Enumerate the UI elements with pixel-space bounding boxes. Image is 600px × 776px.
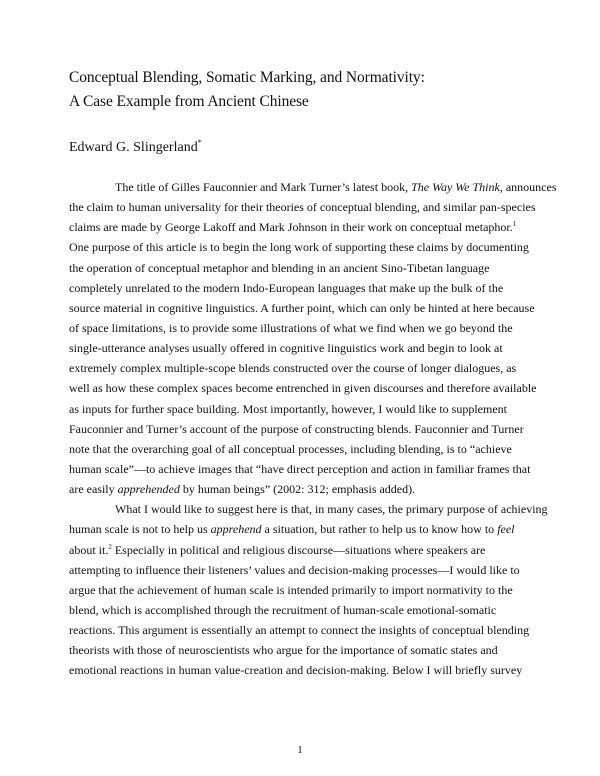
text-line: human scale”—to achieve images that “have direct perception and action in familiar frames that: [69, 461, 531, 476]
text-line: The title of Gilles Fauconnier and Mark Turner’s latest book, The Way We Think, announces: [115, 180, 557, 194]
text-line: human scale is not to help us apprehend a situation, but rather to help us to know how to feel: [69, 522, 515, 537]
text-line: reactions. This argument is essentially an attempt to connect the insights of conceptual blending: [69, 623, 530, 638]
text-line: about it.$^2$ Especially in political and religious discourse—situations where speakers are: [69, 542, 486, 557]
text-line: the operation of conceptual metaphor and blending in an ancient Sino-Tibetan language: [69, 260, 490, 275]
text-line: extremely complex multiple-scope blends constructed over the course of longer dialogues, as: [69, 361, 517, 376]
text-line: argue that the achievement of human scale is intended primarily to import normativity to the: [69, 582, 513, 597]
footnote-ref-2[interactable]: 2: [108, 542, 112, 551]
text-line: single-utterance analyses usually offered in cognitive linguistics work and begin to look at: [69, 341, 503, 356]
text-line: completely unrelated to the modern Indo-European languages that make up the bulk of the: [69, 280, 504, 295]
text-line: blend, which is accomplished through the recruitment of human-scale emotional-somatic: [69, 602, 497, 617]
text-line: well as how these complex spaces become entrenched in given discourses and therefore available: [69, 381, 537, 396]
text-line: What I would like to suggest here is that, in many cases, the primary purpose of achieving: [115, 502, 548, 517]
text-line: Fauconnier and Turner’s account of the purpose of constructing blends. Fauconnier and Turner: [69, 421, 524, 436]
text-line: are easily apprehended by human beings” (2002: 312; emphasis added).: [69, 482, 416, 497]
text-line: One purpose of this article is to begin the long work of supporting these claims by documenting: [69, 240, 529, 255]
text-line: claims are made by George Lakoff and Mark Johnson in their work on conceptual metaphor.$^1$: [69, 220, 517, 235]
author-name: Edward G. Slingerland: [69, 140, 198, 155]
title-line-2: A Case Example from Ancient Chinese: [69, 93, 309, 110]
paper-title: [69, 66, 539, 114]
title-line-1: Conceptual Blending, Somatic Marking, and Normativity:: [69, 69, 425, 86]
text-line: emotional reactions in human value-creation and decision-making. Below I will briefly survey: [69, 663, 523, 678]
text-line: attempting to influence their listeners’ values and decision-making processes—I would like to: [69, 562, 520, 577]
emphasis: feel: [497, 522, 515, 537]
book-title: The Way We Think: [411, 180, 500, 194]
emphasis: apprehended: [117, 482, 180, 497]
author-line: [69, 139, 202, 157]
text-line: theorists with those of neuroscientists who argue for the importance of somatic states and: [69, 643, 498, 658]
emphasis: apprehend: [210, 522, 262, 537]
text-line: source material in cognitive linguistics. A further point, which can only be hinted at here because: [69, 300, 535, 315]
text-line: the claim to human universality for their theories of conceptual blending, and similar pan-species: [69, 200, 536, 215]
page-number: 1: [297, 744, 303, 756]
text-line: as inputs for further space building. Most importantly, however, I would like to supplement: [69, 401, 507, 416]
text-line: note that the overarching goal of all conceptual processes, including blending, is to “achieve: [69, 441, 512, 456]
body-text: [69, 177, 557, 681]
text-line: of space limitations, is to provide some illustrations of what we find when we go beyond the: [69, 320, 513, 335]
footnote-ref-1[interactable]: 1: [512, 220, 517, 229]
author-footnote-mark[interactable]: *: [197, 138, 202, 147]
